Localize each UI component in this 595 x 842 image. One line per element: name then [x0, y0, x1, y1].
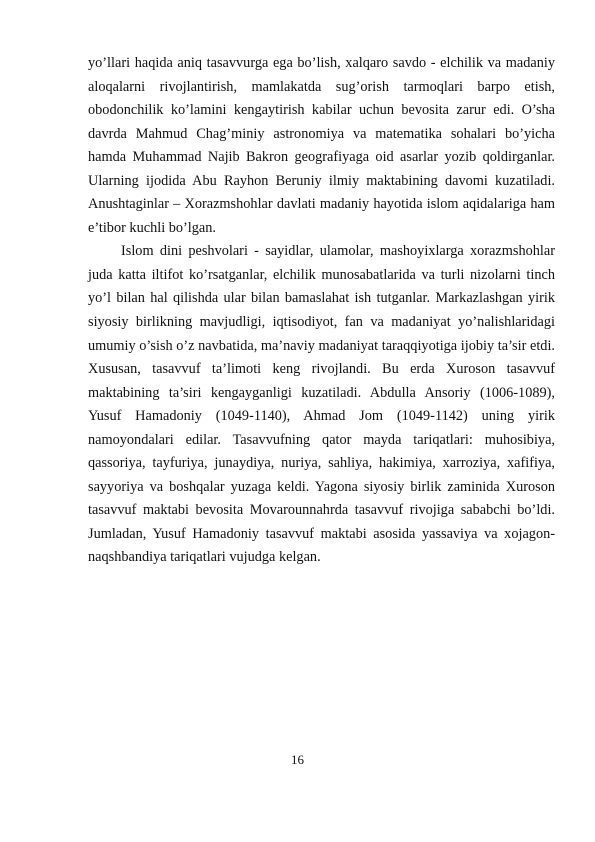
- paragraph-continuation: yo’llari haqida aniq tasavvurga ega bo’lish, xalqaro savdo - elchilik va madaniy aloqalarni rivojlantirish, mamlakatda sug’orish tarmoqlari barpo etish, obodonchilik ko’lamini kengaytirish kabilar uchun bevosita zarur edi. O’sha davrda Mahmud Chag’miniy astronomiya va matematika sohalari bo’yicha hamda Muhammad Najib Bakron geografiyaga oid asarlar yozib qoldirganlar. Ularning ijodida Abu Rayhon Beruniy ilmiy maktabining davomi kuzatiladi. Anushtaginlar – Xorazmshohlar davlati madaniy hayotida islom aqidalariga ham e’tibor kuchli bo’lgan.: [88, 55, 555, 236]
- paragraph-islom: Islom dini peshvolari - sayidlar, ulamolar, mashoyixlarga xorazmshohlar juda katta iltifot ko’rsatganlar, elchilik munosabatlarida va turli nizolarni tinch yo’l bilan hal qilishda ular bilan bamaslahat ish tutganlar. Markazlashgan yirik siyosiy birlikning mavjudligi, iqtisodiyot, fan va madaniyat yo’nalishlaridagi umumiy o’sish o’z navbatida, ma’naviy madaniyat taraqqiyotiga ijobiy ta’sir etdi. Xususan, tasavvuf ta’limoti keng rivojlandi. Bu erda Xuroson tasavvuf maktabining ta’siri kengayganligi kuzatiladi. Abdulla Ansoriy (1006-1089), Yusuf Hamadoniy (1049-1140), Ahmad Jom (1049-1142) uning yirik namoyondalari edilar. Tasavvufning qator mayda tariqatlari: muhosibiya, qassoriya, tayfuriya, junaydiya, nuriya, sahliya, hakimiya, xarroziya, xafifiya, sayyoriya va boshqalar yuzaga keldi. Yagona siyosiy birlik zaminida Xuroson tasavvuf maktabi bevosita Movarounnahrda tasavvuf rivojiga sababchi bo’ldi. Jumladan, Yusuf Hamadoniy tasavvuf maktabi asosida yassaviya va xojagon-naqshbandiya tariqatlari vujudga kelgan.: [88, 243, 555, 566]
- body-text: [88, 52, 555, 570]
- page-number: 16: [291, 752, 304, 767]
